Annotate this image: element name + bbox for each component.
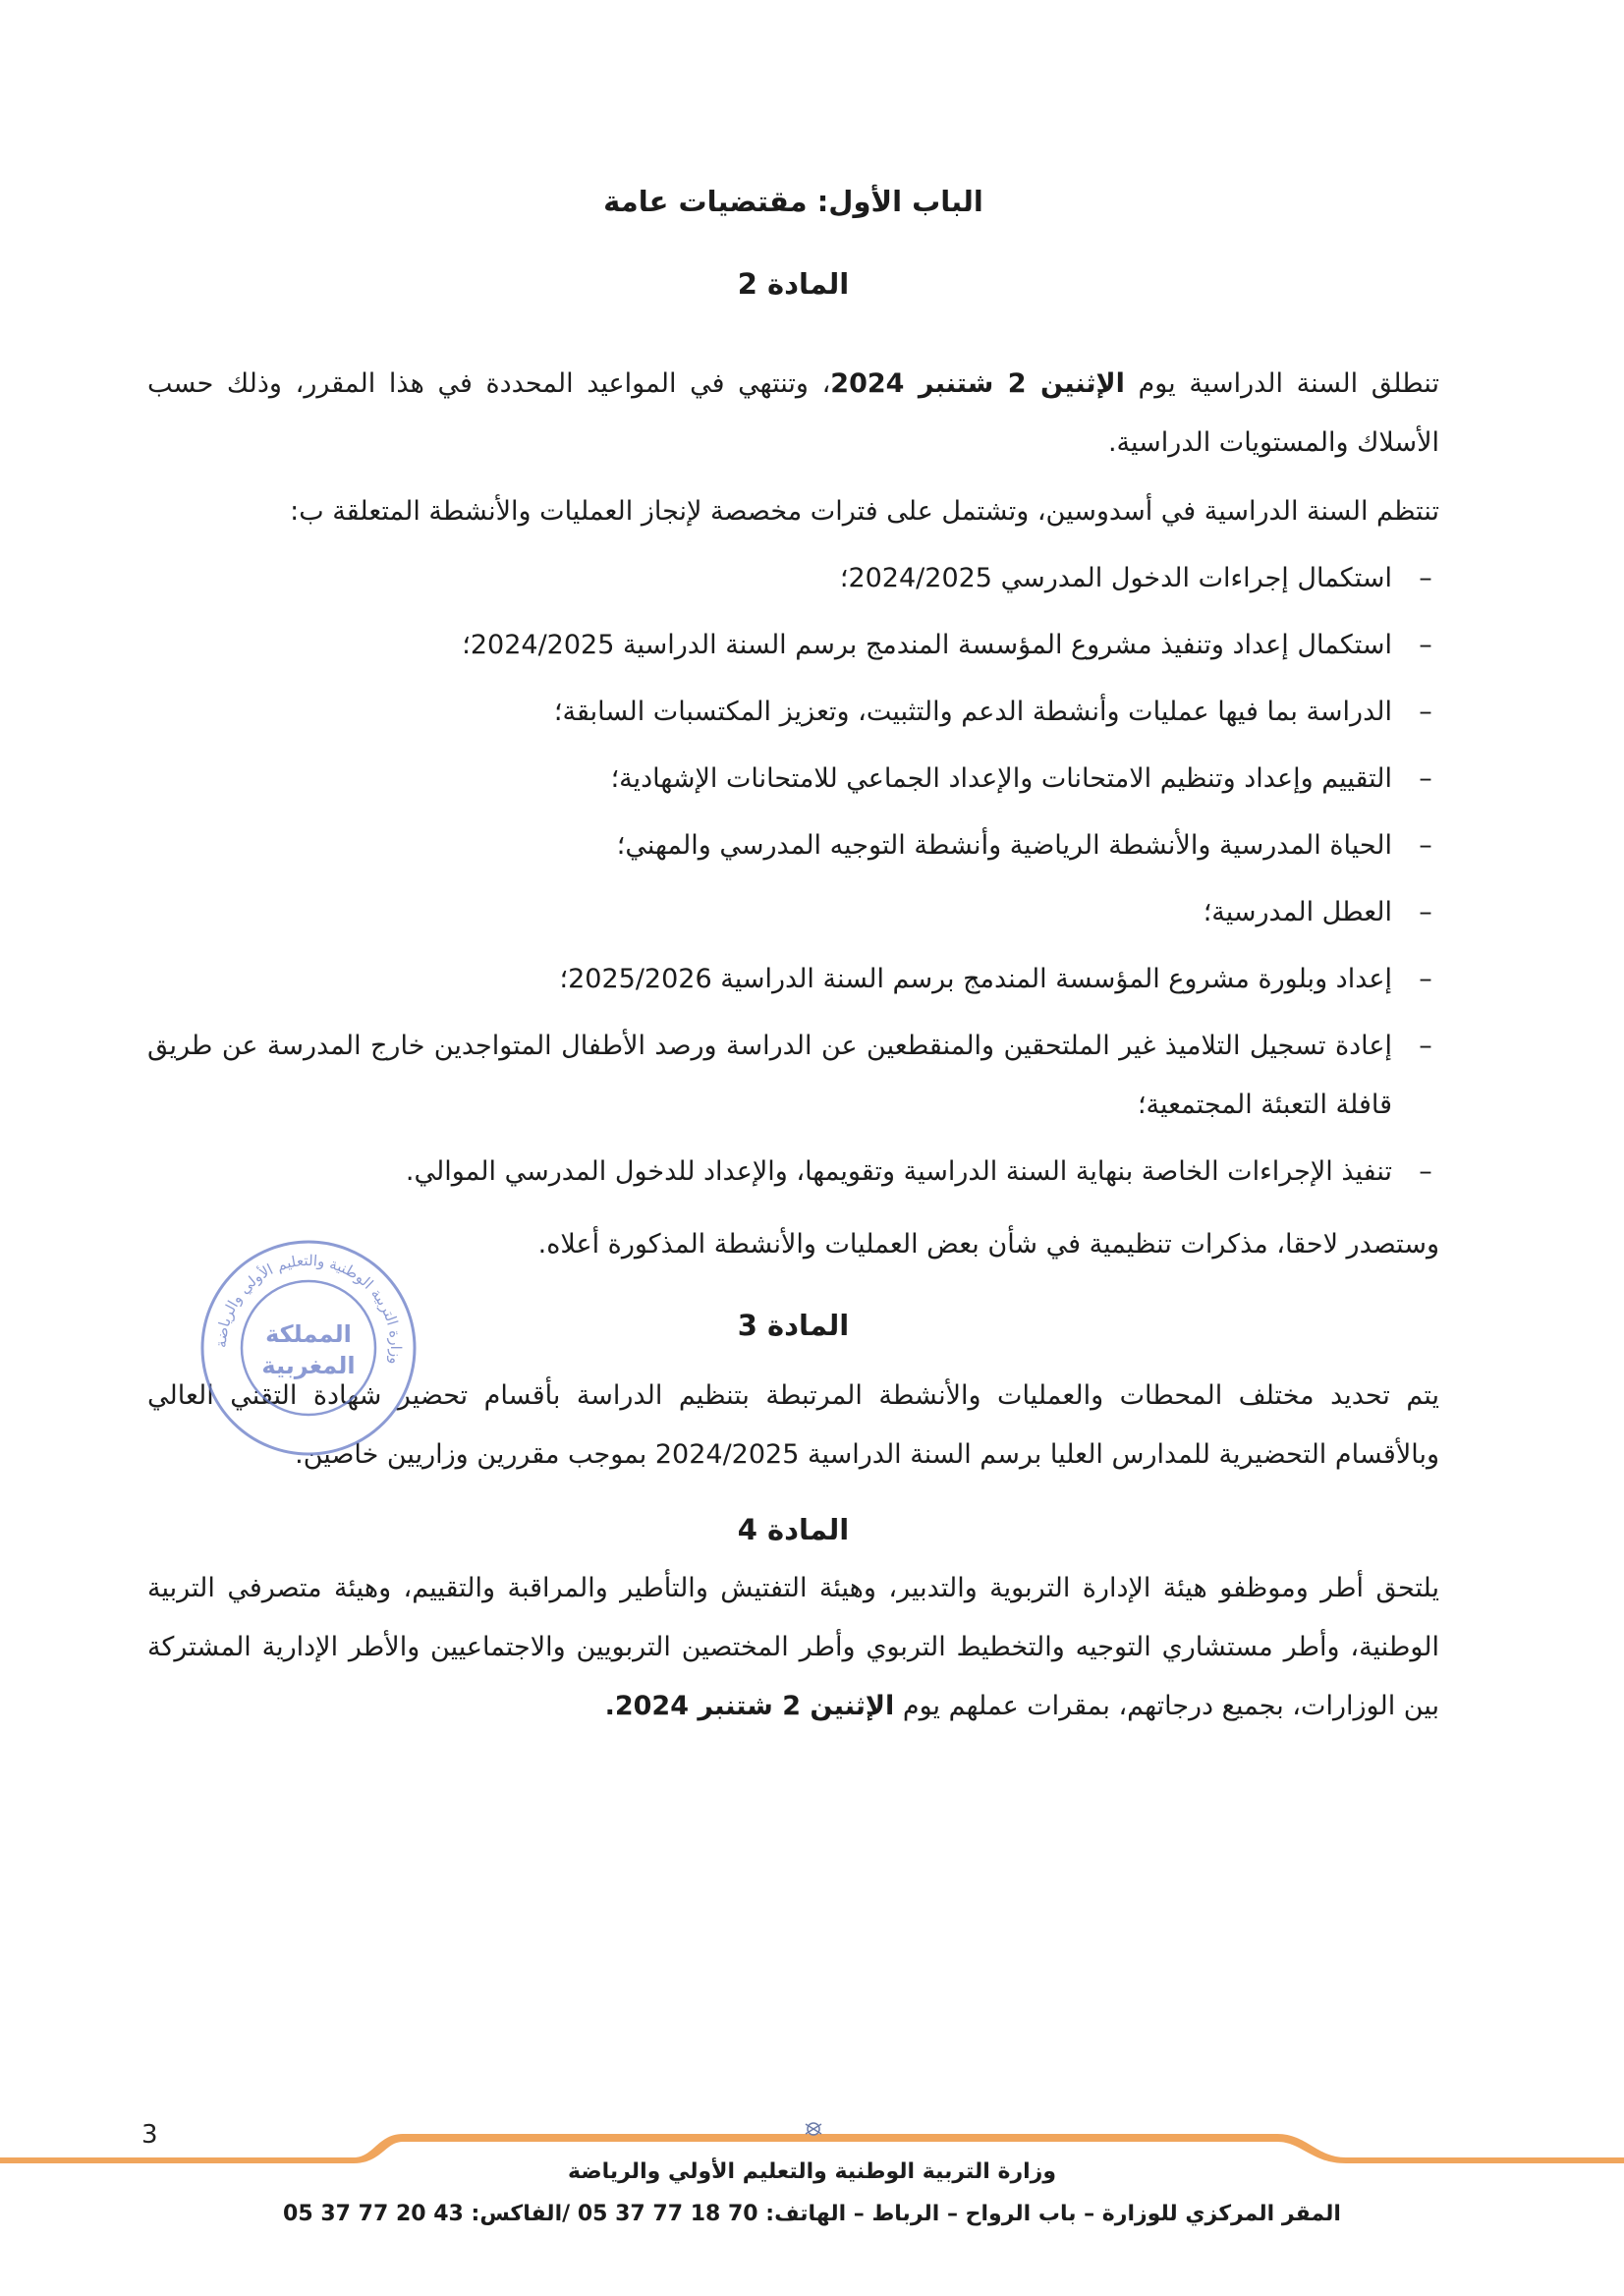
list-item-text: الدراسة بما فيها عمليات وأنشطة الدعم والتثبيت، وتعزيز المكتسبات السابقة؛ bbox=[553, 697, 1392, 727]
dash-bullet: – bbox=[1419, 897, 1432, 927]
list-item-text: تنفيذ الإجراءات الخاصة بنهاية السنة الدراسية وتقويمها، والإعداد للدخول المدرسي الموالي. bbox=[405, 1156, 1392, 1187]
article-4-paragraph bbox=[147, 1559, 1439, 1736]
list-item bbox=[147, 1017, 1439, 1135]
chapter-title: الباب الأول: مقتضيات عامة bbox=[603, 185, 983, 218]
list-item bbox=[147, 883, 1439, 942]
list-item bbox=[147, 549, 1439, 608]
document-body bbox=[147, 172, 1439, 1736]
list-item-text: إعادة تسجيل التلاميذ غير الملتحقين والمنقطعين عن الدراسة ورصد الأطفال المتواجدين خارج المدرسة عن طريق قافلة التعبئة المجتمعية؛ bbox=[147, 1031, 1392, 1120]
list-item bbox=[147, 750, 1439, 809]
stamp-ring-text: وزارة التربية الوطنية والتعليم الأولي والرياضة bbox=[211, 1251, 406, 1367]
stamp-center-line-2: المغربية bbox=[261, 1352, 356, 1379]
dash-bullet: – bbox=[1419, 630, 1432, 660]
list-item-text: استكمال إعداد وتنفيذ مشروع المؤسسة المندمج برسم السنة الدراسية 2024/2025؛ bbox=[462, 630, 1392, 660]
dash-bullet: – bbox=[1419, 830, 1432, 861]
article-4-title: المادة 4 bbox=[737, 1513, 850, 1546]
page-number: 3 bbox=[141, 2120, 158, 2150]
footer-address: المقر المركزي للوزارة – باب الرواح – الرباط – الهاتف: 70 18 77 37 05 /الفاكس: 43 20 77 37 05 bbox=[283, 2202, 1341, 2226]
official-stamp bbox=[196, 1236, 420, 1460]
article-2-start-date: الإثنين 2 شتنبر 2024 bbox=[830, 368, 1125, 399]
article-2-paragraph-2: تنتظم السنة الدراسية في أسدوسين، وتشتمل على فترات مخصصة لإنجاز العمليات والأنشطة المتعلقة ب: bbox=[290, 496, 1439, 527]
article-4-paragraph-text: يلتحق أطر وموظفو هيئة الإدارة التربوية والتدبير، وهيئة التفتيش والتأطير والمراقبة والتقييم، وهيئة متصرفي التربية الوطنية، وأطر مستشاري التوجيه والتخطيط التربوي وأطر المختصين التربويين والاجتماعيين والأطر الإدارية المشتركة بين الوزارات، بجميع درجاتهم، بمقرات عملهم يوم bbox=[147, 1573, 1439, 1721]
emblem-icon bbox=[806, 2123, 821, 2135]
list-item-text: التقييم وإعداد وتنظيم الامتحانات والإعداد الجماعي للامتحانات الإشهادية؛ bbox=[610, 763, 1392, 794]
article-3-paragraph: يتم تحديد مختلف المحطات والعمليات والأنشطة المرتبطة بتنظيم الدراسة بأقسام تحضير شهادة التقني العالي وبالأقسام التحضيرية للمدارس العليا برسم السنة الدراسية 2024/2025 بموجب مقررين وزاريين خاصين. bbox=[147, 1380, 1439, 1470]
article-2-paragraph-1-text-b: ، وتنتهي في المواعيد المحددة في هذا المقرر، وذلك حسب الأسلاك والمستويات الدراسية. bbox=[147, 368, 1439, 458]
list-item bbox=[147, 616, 1439, 675]
activities-list bbox=[147, 549, 1439, 1202]
article-2-paragraph-3: وستصدر لاحقا، مذكرات تنظيمية في شأن بعض العمليات والأنشطة المذكورة أعلاه. bbox=[537, 1229, 1439, 1260]
article-3-title: المادة 3 bbox=[737, 1309, 850, 1342]
list-item-text: العطل المدرسية؛ bbox=[1203, 897, 1392, 927]
footer bbox=[196, 2156, 1428, 2234]
dash-bullet: – bbox=[1419, 763, 1432, 794]
dash-bullet: – bbox=[1419, 964, 1432, 994]
stamp-center-line-1: المملكة bbox=[265, 1320, 352, 1348]
list-item bbox=[147, 683, 1439, 742]
dash-bullet: – bbox=[1419, 563, 1432, 593]
dash-bullet: – bbox=[1419, 697, 1432, 727]
dash-bullet: – bbox=[1419, 1156, 1432, 1187]
article-2-title: المادة 2 bbox=[737, 267, 850, 301]
list-item-text: إعداد وبلورة مشروع المؤسسة المندمج برسم السنة الدراسية 2025/2026؛ bbox=[559, 964, 1392, 994]
footer-ministry-name: وزارة التربية الوطنية والتعليم الأولي والرياضة bbox=[568, 2159, 1056, 2184]
list-item-text: استكمال إجراءات الدخول المدرسي 2024/2025؛ bbox=[839, 563, 1392, 593]
article-4-date: الإثنين 2 شتنبر 2024. bbox=[604, 1691, 895, 1721]
list-item bbox=[147, 950, 1439, 1009]
list-item-text: الحياة المدرسية والأنشطة الرياضية وأنشطة التوجيه المدرسي والمهني؛ bbox=[616, 830, 1392, 861]
list-item bbox=[147, 816, 1439, 875]
article-2-paragraph-1-text-a: تنطلق السنة الدراسية يوم bbox=[1124, 368, 1439, 399]
article-2-paragraph-1 bbox=[147, 355, 1439, 473]
dash-bullet: – bbox=[1419, 1031, 1432, 1061]
list-item bbox=[147, 1143, 1439, 1202]
